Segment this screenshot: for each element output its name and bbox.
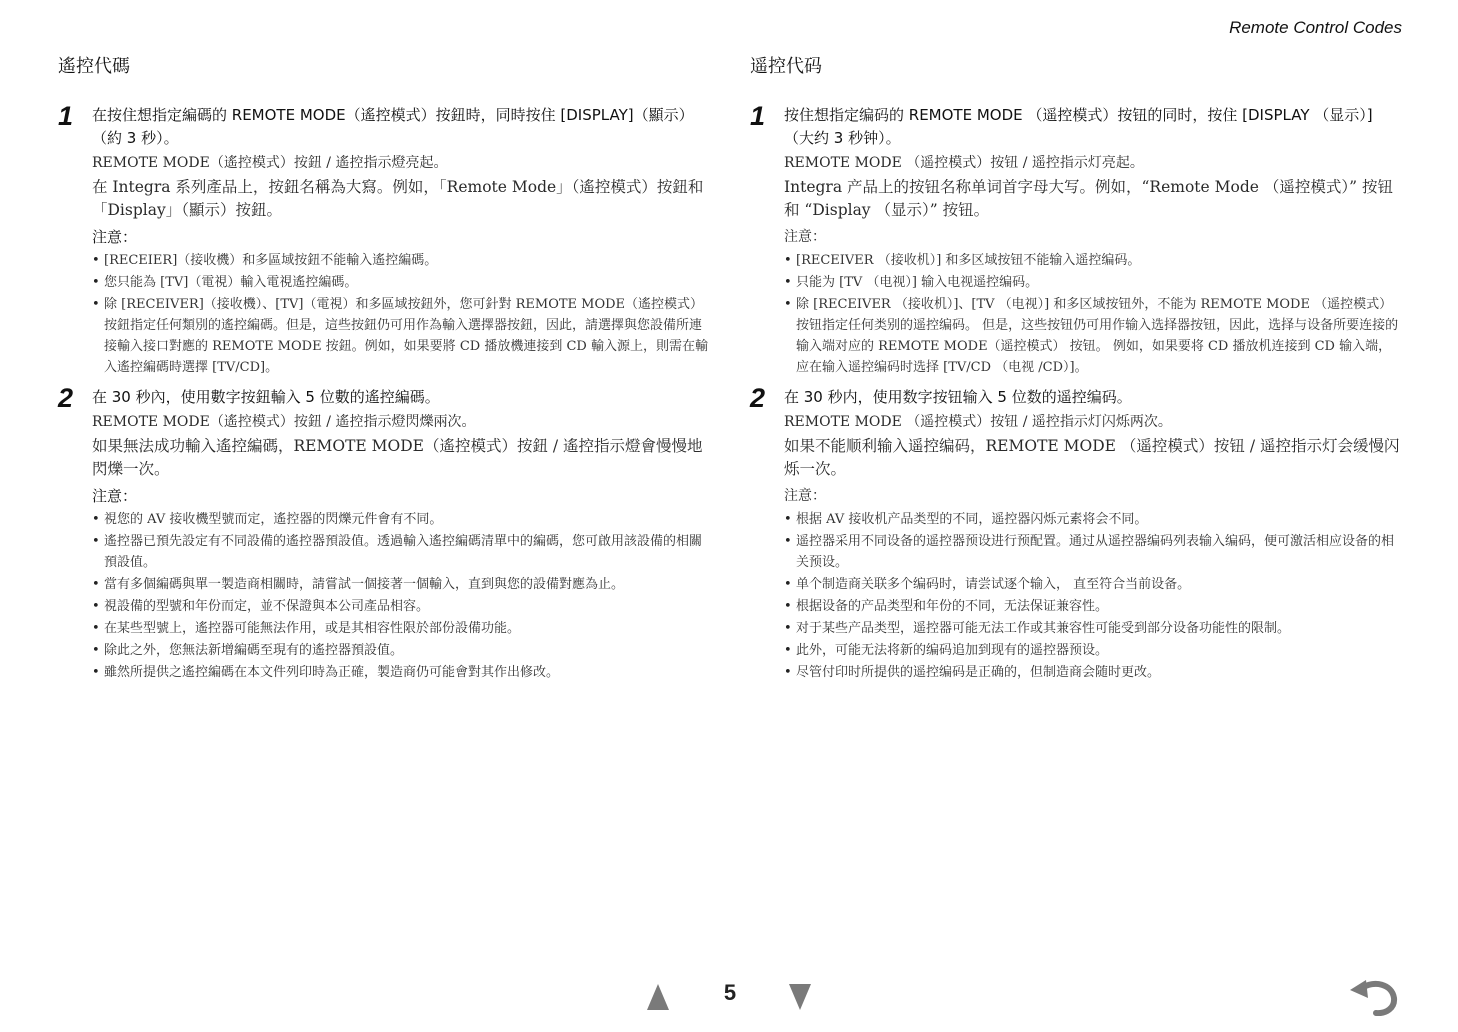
step-2 bbox=[58, 383, 710, 683]
notes-list bbox=[784, 509, 1402, 683]
note-item: • 根据设备的产品类型和年份的不同，无法保证兼容性。 bbox=[784, 596, 1402, 617]
step-number: 1 bbox=[750, 101, 766, 131]
note-item: • 遥控器采用不同设备的遥控器预设进行预配置。通过从遥控器编码列表输入编码，便可激活相应设备的相关预设。 bbox=[784, 531, 1402, 573]
simplified-chinese-column bbox=[750, 52, 1402, 691]
step-paragraph: 在 Integra 系列產品上，按鈕名稱為大寫。例如，「Remote Mode」（遙控模式）按鈕和「Display」（顯示）按鈕。 bbox=[92, 178, 704, 219]
step-paragraph: REMOTE MODE（遙控模式）按鈕 / 遙控指示燈亮起。 bbox=[92, 155, 448, 171]
note-item: • 除 [RECEIVER]（接收機）、[TV]（電視）和多區域按鈕外，您可針對 REMOTE MODE（遙控模式）按鈕指定任何類別的遙控編碼。但是，這些按鈕仍可用作為輸入選擇器按鈕，因此，請選擇與您設備所連接輸入接口對應的 REMOTE MODE 按鈕。例如，如果要將 CD 播放機連接到 CD 輸入源上，則需在輸入遙控編碼時選擇 [TV/CD]。 bbox=[92, 294, 710, 378]
step-1 bbox=[750, 101, 1402, 378]
note-item: • 您只能為 [TV]（電視）輸入電視遙控編碼。 bbox=[92, 272, 710, 293]
section-title: 遙控代碼 bbox=[58, 56, 130, 77]
step-paragraph: 如果無法成功輸入遙控編碼，REMOTE MODE（遙控模式）按鈕 / 遙控指示燈會慢慢地閃爍一次。 bbox=[92, 437, 703, 478]
step-paragraph: REMOTE MODE（遙控模式）按鈕 / 遙控指示燈閃爍兩次。 bbox=[92, 414, 476, 430]
note-label: 注意： bbox=[784, 488, 826, 504]
triangle-down-icon[interactable] bbox=[789, 984, 811, 1010]
step-paragraph: 如果不能顺利输入遥控编码，REMOTE MODE （遥控模式）按钮 / 遥控指示灯会缓慢闪烁一次。 bbox=[784, 437, 1400, 478]
note-item: • 在某些型號上，遙控器可能無法作用，或是其相容性限於部份設備功能。 bbox=[92, 618, 710, 639]
step-heading: 按住想指定编码的 REMOTE MODE （遥控模式）按钮的同时，按住 [DISPLAY （显示）]（大约 3 秒钟）。 bbox=[784, 106, 1373, 147]
step-2 bbox=[750, 383, 1402, 683]
step-paragraph: REMOTE MODE （遥控模式）按钮 / 遥控指示灯闪烁两次。 bbox=[784, 414, 1172, 430]
page-number: 5 bbox=[723, 980, 737, 1005]
note-item: • 雖然所提供之遙控編碼在本文件列印時為正確，製造商仍可能會對其作出修改。 bbox=[92, 662, 710, 683]
section-title: 遥控代码 bbox=[750, 56, 822, 77]
traditional-chinese-column bbox=[58, 52, 710, 691]
step-heading: 在 30 秒内，使用数字按钮输入 5 位数的遥控编码。 bbox=[784, 388, 1132, 406]
step-heading: 在按住想指定編碼的 REMOTE MODE（遙控模式）按鈕時，同時按住 [DISPLAY]（顯示）（約 3 秒）。 bbox=[92, 106, 694, 147]
step-paragraph: Integra 产品上的按钮名称单词首字母大写。例如，“Remote Mode （遥控模式）” 按钮和 “Display （显示）” 按钮。 bbox=[784, 178, 1393, 219]
note-item: • 視您的 AV 接收機型號而定，遙控器的閃爍元件會有不同。 bbox=[92, 509, 710, 530]
notes-list bbox=[784, 250, 1402, 378]
note-item: • 根据 AV 接收机产品类型的不同，遥控器闪烁元素将会不同。 bbox=[784, 509, 1402, 530]
note-item: • 尽管付印时所提供的遥控编码是正确的，但制造商会随时更改。 bbox=[784, 662, 1402, 683]
note-item: • 視設備的型號和年份而定，並不保證與本公司產品相容。 bbox=[92, 596, 710, 617]
page-header-title: Remote Control Codes bbox=[1229, 18, 1402, 37]
note-item: • 遙控器已預先設定有不同設備的遙控器預設值。透過輸入遙控編碼清單中的編碼，您可啟用該設備的相關預設值。 bbox=[92, 531, 710, 573]
note-item: • 只能为 [TV （电视）] 输入电视遥控编码。 bbox=[784, 272, 1402, 293]
note-label: 注意： bbox=[92, 228, 138, 246]
step-number: 1 bbox=[58, 101, 74, 131]
notes-list bbox=[92, 250, 710, 378]
page-footer bbox=[0, 978, 1458, 1018]
notes-list bbox=[92, 509, 710, 683]
step-number: 2 bbox=[58, 383, 74, 413]
step-number: 2 bbox=[750, 383, 766, 413]
note-item: • 单个制造商关联多个编码时，请尝试逐个输入， 直至符合当前设备。 bbox=[784, 574, 1402, 595]
return-arrow-svg bbox=[1348, 978, 1398, 1016]
note-label: 注意： bbox=[784, 229, 826, 245]
return-arrow-icon[interactable] bbox=[1348, 978, 1398, 1016]
step-1 bbox=[58, 101, 710, 378]
note-item: • [RECEIVER （接收机）] 和多区域按钮不能输入遥控编码。 bbox=[784, 250, 1402, 271]
note-item: • 除 [RECEIVER （接收机）]、[TV （电视）] 和多区域按钮外，不能为 REMOTE MODE （遥控模式） 按钮指定任何类别的遥控编码。 但是，这些按钮仍可用作输入选择器按钮，因此，选择与设备所要连接的输入端对应的 REMOTE MODE（遥控模式） 按钮。 例如，如果要将 CD 播放机连接到 CD 输入端，应在输入遥控编码时选择 [TV/CD （电视 /CD）]。 bbox=[784, 294, 1402, 378]
step-heading: 在 30 秒內，使用數字按鈕輸入 5 位數的遙控編碼。 bbox=[92, 388, 440, 406]
note-item: • 此外，可能无法将新的编码追加到现有的遥控器预设。 bbox=[784, 640, 1402, 661]
note-label: 注意： bbox=[92, 487, 138, 505]
note-item: • 对于某些产品类型，遥控器可能无法工作或其兼容性可能受到部分设备功能性的限制。 bbox=[784, 618, 1402, 639]
triangle-up-icon[interactable] bbox=[647, 984, 669, 1010]
note-item: • [RECEIER]（接收機）和多區域按鈕不能輸入遙控編碼。 bbox=[92, 250, 710, 271]
note-item: • 當有多個編碼與單一製造商相關時，請嘗試一個接著一個輸入，直到與您的設備對應為止。 bbox=[92, 574, 710, 595]
note-item: • 除此之外，您無法新增編碼至現有的遙控器預設值。 bbox=[92, 640, 710, 661]
step-paragraph: REMOTE MODE （遥控模式）按钮 / 遥控指示灯亮起。 bbox=[784, 155, 1144, 171]
